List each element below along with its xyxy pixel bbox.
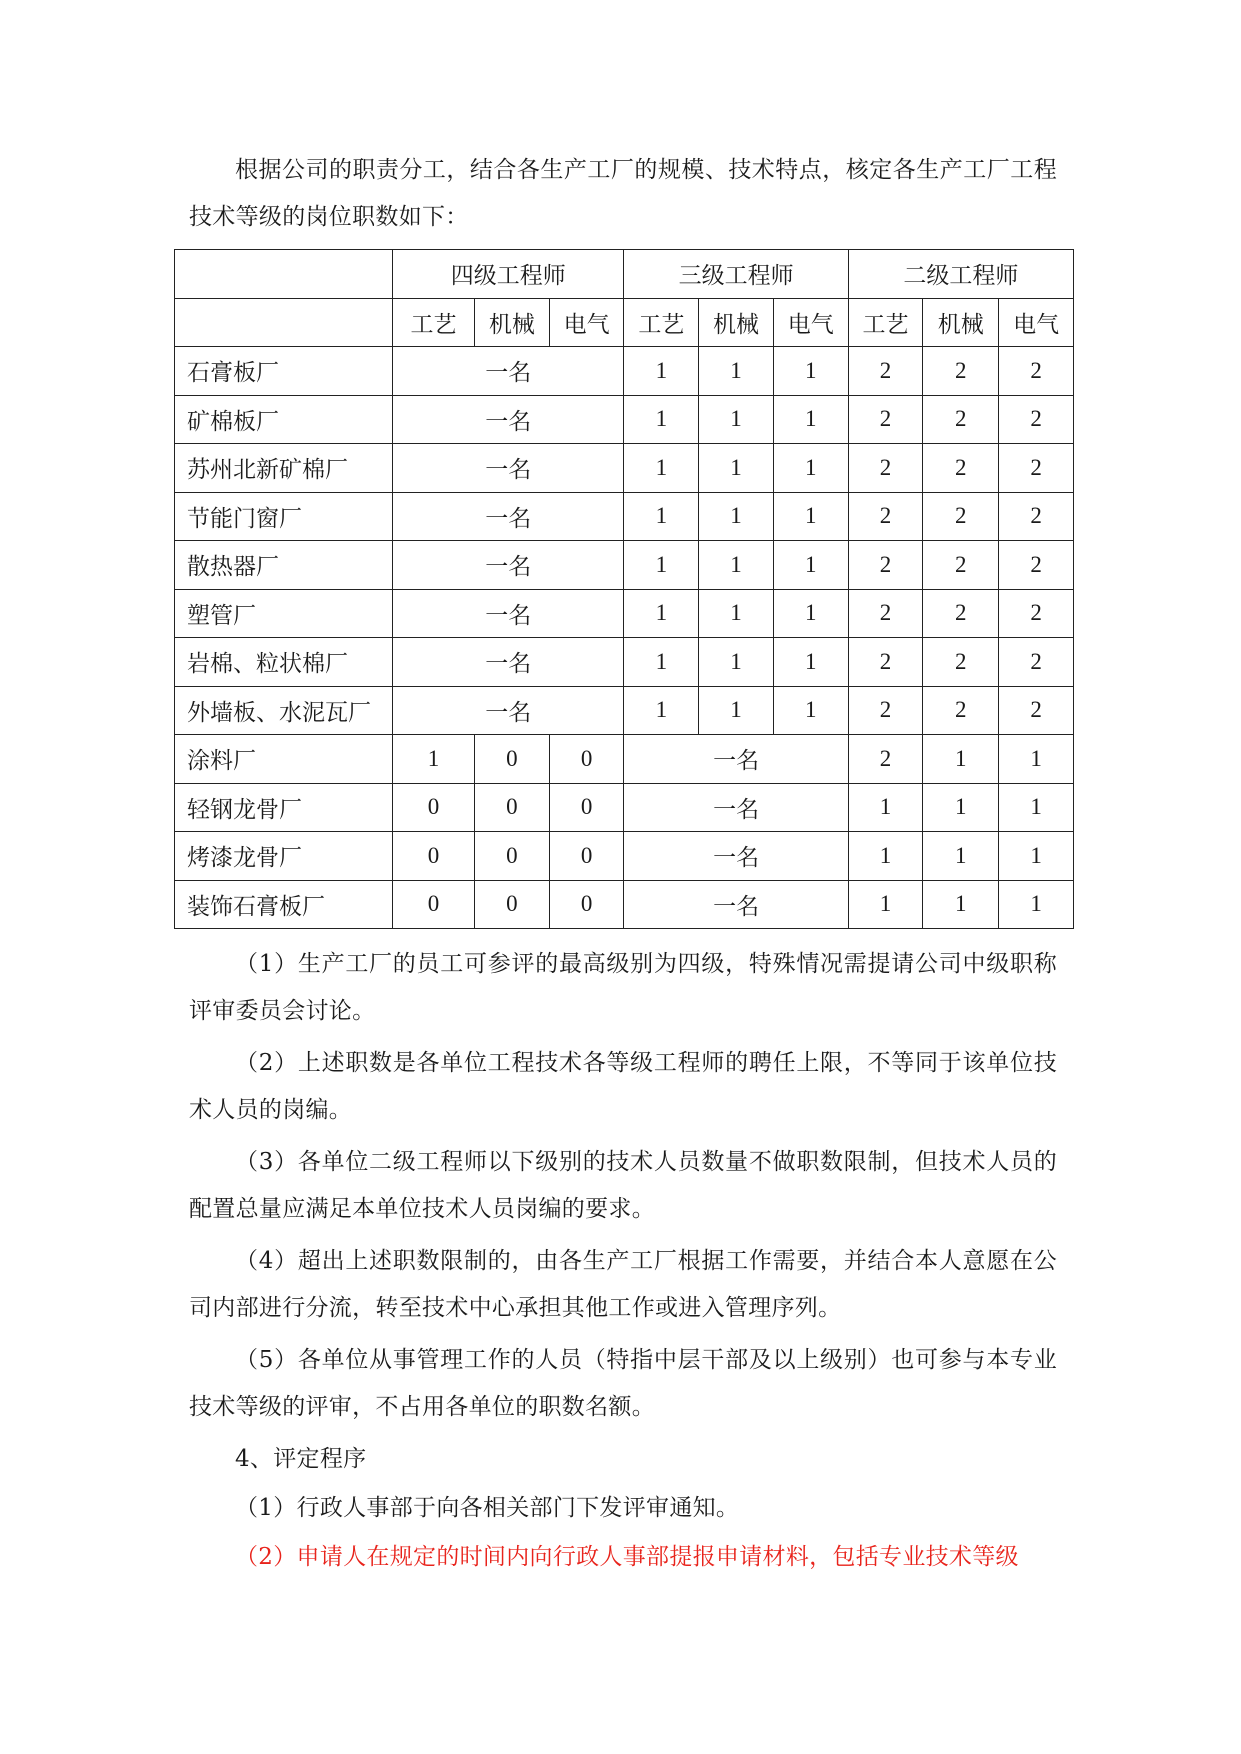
level3-count-cell: 1 xyxy=(773,492,848,541)
level3-count-cell: 1 xyxy=(624,347,699,396)
level3-count-cell: 1 xyxy=(624,686,699,735)
factory-name-cell: 外墙板、水泥瓦厂 xyxy=(175,686,393,735)
level2-count-cell: 1 xyxy=(848,880,923,929)
level4-count-cell: 0 xyxy=(549,880,624,929)
subheader-mechanical: 机械 xyxy=(923,298,999,347)
level3-count-cell: 1 xyxy=(624,638,699,687)
level2-count-cell: 2 xyxy=(923,589,999,638)
level2-count-cell: 1 xyxy=(999,783,1074,832)
level3-count-cell: 1 xyxy=(624,589,699,638)
level3-count-cell: 1 xyxy=(773,444,848,493)
level2-count-cell: 1 xyxy=(999,735,1074,784)
table-row xyxy=(175,541,1074,590)
level3-merged-cell: 一名 xyxy=(624,783,848,832)
level2-count-cell: 2 xyxy=(923,444,999,493)
table-row xyxy=(175,832,1074,881)
level3-count-cell: 1 xyxy=(773,541,848,590)
level2-count-cell: 2 xyxy=(848,444,923,493)
level2-count-cell: 2 xyxy=(848,686,923,735)
level2-count-cell: 1 xyxy=(923,832,999,881)
level2-count-cell: 2 xyxy=(848,395,923,444)
intro-paragraph: 根据公司的职责分工，结合各生产工厂的规模、技术特点，核定各生产工厂工程技术等级的岗位职数如下： xyxy=(189,157,1057,230)
step-1: （1）行政人事部于向各相关部门下发评审通知。 xyxy=(235,1495,740,1521)
subheader-process: 工艺 xyxy=(848,298,923,347)
level3-count-cell: 1 xyxy=(699,638,774,687)
header-corner-cell xyxy=(175,250,393,299)
level4-merged-cell: 一名 xyxy=(393,444,624,493)
factory-name-cell: 石膏板厂 xyxy=(175,347,393,396)
table-row xyxy=(175,783,1074,832)
level2-count-cell: 1 xyxy=(923,735,999,784)
level2-count-cell: 2 xyxy=(848,589,923,638)
level2-count-cell: 1 xyxy=(923,783,999,832)
level2-count-cell: 2 xyxy=(923,686,999,735)
level2-count-cell: 2 xyxy=(999,686,1074,735)
level4-count-cell: 0 xyxy=(393,880,475,929)
level4-count-cell: 0 xyxy=(393,783,475,832)
level3-count-cell: 1 xyxy=(699,347,774,396)
level2-count-cell: 1 xyxy=(999,832,1074,881)
table-row xyxy=(175,589,1074,638)
note-2: （2）上述职数是各单位工程技术各等级工程师的聘任上限，不等同于该单位技术人员的岗编。 xyxy=(189,1050,1057,1123)
table-header-row xyxy=(175,250,1074,299)
level4-count-cell: 0 xyxy=(474,832,549,881)
factory-name-cell: 矿棉板厂 xyxy=(175,395,393,444)
level3-count-cell: 1 xyxy=(699,444,774,493)
level2-count-cell: 2 xyxy=(999,589,1074,638)
header-level2: 二级工程师 xyxy=(848,250,1073,299)
subheader-process: 工艺 xyxy=(624,298,699,347)
level3-merged-cell: 一名 xyxy=(624,735,848,784)
factory-name-cell: 涂料厂 xyxy=(175,735,393,784)
level3-count-cell: 1 xyxy=(699,686,774,735)
table-row xyxy=(175,347,1074,396)
subheader-mechanical: 机械 xyxy=(474,298,549,347)
section-title: 4、评定程序 xyxy=(235,1446,367,1472)
factory-name-cell: 塑管厂 xyxy=(175,589,393,638)
level2-count-cell: 2 xyxy=(848,492,923,541)
table-row xyxy=(175,735,1074,784)
level4-count-cell: 0 xyxy=(549,783,624,832)
level2-count-cell: 2 xyxy=(923,638,999,687)
level4-merged-cell: 一名 xyxy=(393,541,624,590)
level2-count-cell: 2 xyxy=(999,395,1074,444)
note-4: （4）超出上述职数限制的，由各生产工厂根据工作需要，并结合本人意愿在公司内部进行分流，转至技术中心承担其他工作或进入管理序列。 xyxy=(189,1248,1057,1321)
header-level4: 四级工程师 xyxy=(393,250,624,299)
level3-merged-cell: 一名 xyxy=(624,832,848,881)
level2-count-cell: 2 xyxy=(999,492,1074,541)
level2-count-cell: 2 xyxy=(999,444,1074,493)
level4-count-cell: 0 xyxy=(549,832,624,881)
level4-merged-cell: 一名 xyxy=(393,492,624,541)
level2-count-cell: 2 xyxy=(923,347,999,396)
level3-count-cell: 1 xyxy=(699,541,774,590)
level4-count-cell: 0 xyxy=(549,735,624,784)
level2-count-cell: 2 xyxy=(999,638,1074,687)
table-row xyxy=(175,638,1074,687)
level4-count-cell: 1 xyxy=(393,735,475,784)
level2-count-cell: 2 xyxy=(999,347,1074,396)
level2-count-cell: 2 xyxy=(848,638,923,687)
level2-count-cell: 2 xyxy=(999,541,1074,590)
factory-name-cell: 轻钢龙骨厂 xyxy=(175,783,393,832)
level3-count-cell: 1 xyxy=(624,492,699,541)
level4-count-cell: 0 xyxy=(474,783,549,832)
table-body xyxy=(175,250,1074,929)
factory-name-cell: 装饰石膏板厂 xyxy=(175,880,393,929)
level4-merged-cell: 一名 xyxy=(393,395,624,444)
level3-count-cell: 1 xyxy=(624,444,699,493)
subheader-mechanical: 机械 xyxy=(699,298,774,347)
note-3: （3）各单位二级工程师以下级别的技术人员数量不做职数限制，但技术人员的配置总量应满足本单位技术人员岗编的要求。 xyxy=(189,1149,1057,1222)
subheader-process: 工艺 xyxy=(393,298,475,347)
level3-count-cell: 1 xyxy=(699,492,774,541)
level2-count-cell: 2 xyxy=(848,735,923,784)
table-row xyxy=(175,686,1074,735)
factory-name-cell: 烤漆龙骨厂 xyxy=(175,832,393,881)
level3-count-cell: 1 xyxy=(699,589,774,638)
level4-merged-cell: 一名 xyxy=(393,589,624,638)
subheader-electrical: 电气 xyxy=(773,298,848,347)
level2-count-cell: 2 xyxy=(923,492,999,541)
header-level3: 三级工程师 xyxy=(624,250,848,299)
level3-merged-cell: 一名 xyxy=(624,880,848,929)
factory-name-cell: 散热器厂 xyxy=(175,541,393,590)
table-row xyxy=(175,395,1074,444)
note-5: （5）各单位从事管理工作的人员（特指中层干部及以上级别）也可参与本专业技术等级的评审，不占用各单位的职数名额。 xyxy=(189,1347,1057,1420)
step-2-highlighted: （2）申请人在规定的时间内向行政人事部提报申请材料，包括专业技术等级 xyxy=(235,1544,1019,1570)
table-subheader-row xyxy=(175,298,1074,347)
level3-count-cell: 1 xyxy=(773,589,848,638)
level3-count-cell: 1 xyxy=(624,395,699,444)
level4-merged-cell: 一名 xyxy=(393,686,624,735)
level2-count-cell: 2 xyxy=(923,395,999,444)
level3-count-cell: 1 xyxy=(773,347,848,396)
table-row xyxy=(175,492,1074,541)
table-row xyxy=(175,880,1074,929)
level4-count-cell: 0 xyxy=(393,832,475,881)
subheader-electrical: 电气 xyxy=(549,298,624,347)
level4-merged-cell: 一名 xyxy=(393,347,624,396)
table-row xyxy=(175,444,1074,493)
subheader-corner-cell xyxy=(175,298,393,347)
level2-count-cell: 1 xyxy=(923,880,999,929)
note-1: （1）生产工厂的员工可参评的最高级别为四级，特殊情况需提请公司中级职称评审委员会讨论。 xyxy=(189,951,1057,1024)
level3-count-cell: 1 xyxy=(699,395,774,444)
level4-count-cell: 0 xyxy=(474,880,549,929)
factory-name-cell: 岩棉、粒状棉厂 xyxy=(175,638,393,687)
level3-count-cell: 1 xyxy=(773,638,848,687)
level3-count-cell: 1 xyxy=(624,541,699,590)
level4-merged-cell: 一名 xyxy=(393,638,624,687)
level2-count-cell: 2 xyxy=(923,541,999,590)
level4-count-cell: 0 xyxy=(474,735,549,784)
level2-count-cell: 2 xyxy=(848,541,923,590)
level2-count-cell: 1 xyxy=(848,783,923,832)
level2-count-cell: 1 xyxy=(999,880,1074,929)
level2-count-cell: 1 xyxy=(848,832,923,881)
factory-name-cell: 苏州北新矿棉厂 xyxy=(175,444,393,493)
subheader-electrical: 电气 xyxy=(999,298,1074,347)
factory-name-cell: 节能门窗厂 xyxy=(175,492,393,541)
engineer-quota-table xyxy=(174,249,1074,929)
level2-count-cell: 2 xyxy=(848,347,923,396)
level3-count-cell: 1 xyxy=(773,686,848,735)
level3-count-cell: 1 xyxy=(773,395,848,444)
